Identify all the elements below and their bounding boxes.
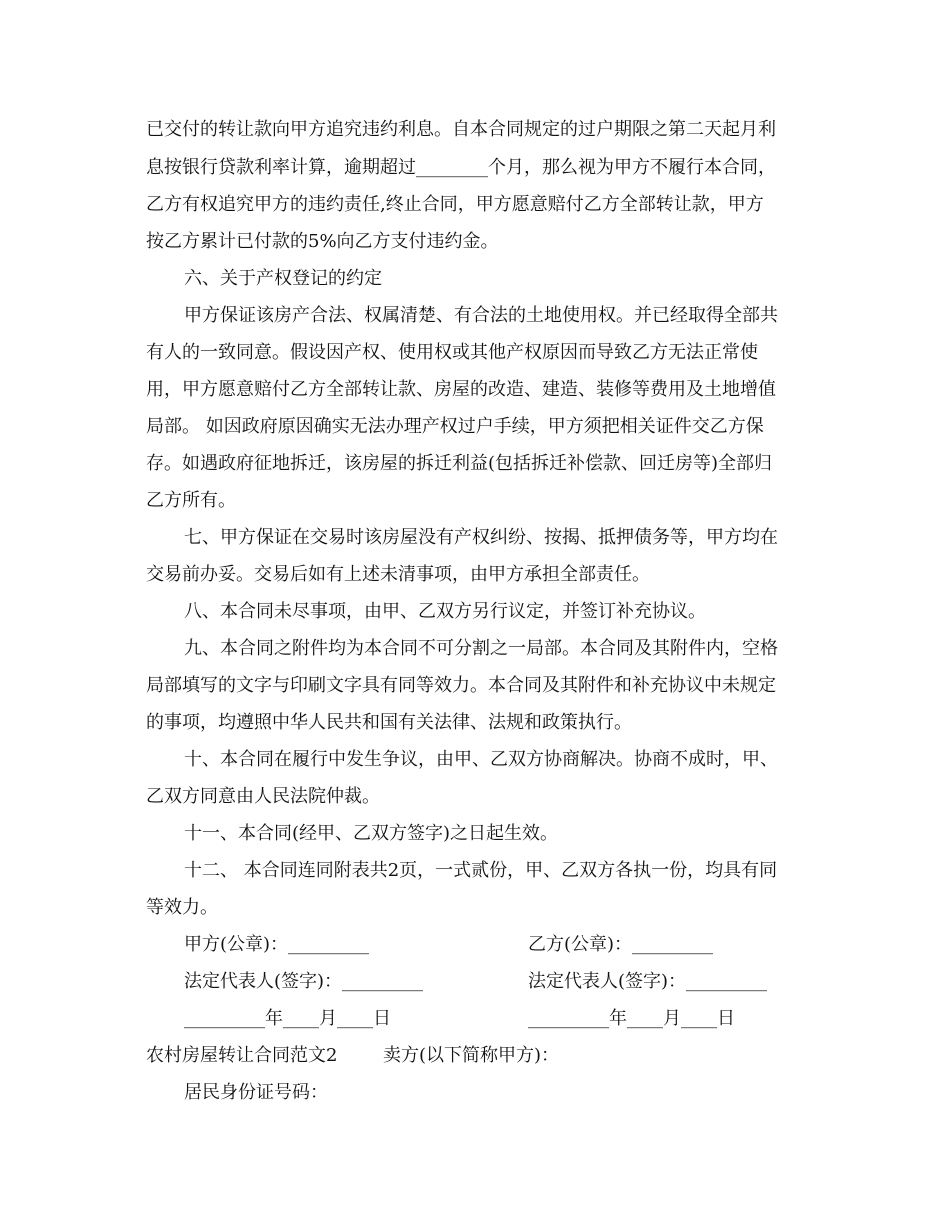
paragraph-line: 甲方保证该房产合法、权属清楚、有合法的土地使用权。并已经取得全部共 (184, 305, 778, 326)
paragraph-line: 息按银行贷款利率计算，逾期超过________个月，那么视为甲方不履行本合同， (146, 157, 776, 178)
paragraph-line: 局部填写的文字与印刷文字具有同等效力。本合同及其附件和补充协议中未规定 (146, 675, 776, 696)
paragraph-line: 十一、本合同(经甲、乙双方签字)之日起生效。 (184, 823, 559, 844)
paragraph-line: 十、本合同在履行中发生争议，由甲、乙双方协商解决。协商不成时，甲、 (184, 749, 778, 770)
party-a-seal-field: 甲方(公章)：_________ (184, 934, 370, 955)
party-a-date-field: _________年____月____日 (184, 1008, 391, 1029)
paragraph-line: 等效力。 (146, 897, 218, 918)
next-contract-title: 农村房屋转让合同范文2 (146, 1045, 338, 1066)
party-a-rep-field: 法定代表人(签字)：_________ (184, 971, 424, 992)
paragraph-line: 乙双方同意由人民法院仲裁。 (146, 786, 380, 807)
paragraph-line: 按乙方累计已付款的5%向乙方支付违约金。 (146, 231, 499, 252)
next-seller-label: 卖方(以下简称甲方)： (383, 1045, 560, 1066)
paragraph-line: 乙方所有。 (146, 490, 236, 511)
paragraph-line: 局部。 如因政府原因确实无法办理产权过户手续，甲方须把相关证件交乙方保 (146, 416, 764, 437)
paragraph-line: 有人的一致同意。假设因产权、使用权或其他产权原因而导致乙方无法正常使 (146, 342, 758, 363)
paragraph-line: 已交付的转让款向甲方追究违约利息。自本合同规定的过户期限之第二天起月利 (146, 119, 776, 140)
paragraph-line: 存。如遇政府征地拆迁，该房屋的拆迁利益(包括拆迁补偿款、回迁房等)全部归 (146, 453, 773, 474)
party-b-rep-field: 法定代表人(签字)：_________ (528, 971, 768, 992)
party-b-seal-field: 乙方(公章)：_________ (528, 934, 714, 955)
paragraph-line: 九、本合同之附件均为本合同不可分割之一局部。本合同及其附件内，空格 (184, 638, 778, 659)
paragraph-line: 交易前办妥。交易后如有上述未清事项，由甲方承担全部责任。 (146, 564, 650, 585)
paragraph-line: 乙方有权追究甲方的违约责任,终止合同，甲方愿意赔付乙方全部转让款，甲方 (146, 194, 764, 215)
paragraph-line: 七、甲方保证在交易时该房屋没有产权纠纷、按揭、抵押债务等，甲方均在 (184, 527, 778, 548)
paragraph-line: 十二、 本合同连同附表共2页，一式贰份，甲、乙双方各执一份，均具有同 (184, 860, 778, 881)
paragraph-line: 的事项，均遵照中华人民共和国有关法律、法规和政策执行。 (146, 712, 632, 733)
paragraph-line: 八、本合同未尽事项，由甲、乙双方另行议定，并签订补充协议。 (184, 601, 706, 622)
paragraph-line: 用，甲方愿意赔付乙方全部转让款、房屋的改造、建造、装修等费用及土地增值 (146, 379, 776, 400)
next-id-label: 居民身份证号码： (184, 1082, 328, 1103)
section-heading: 六、关于产权登记的约定 (184, 268, 382, 289)
party-b-date-field: _________年____月____日 (528, 1008, 735, 1029)
